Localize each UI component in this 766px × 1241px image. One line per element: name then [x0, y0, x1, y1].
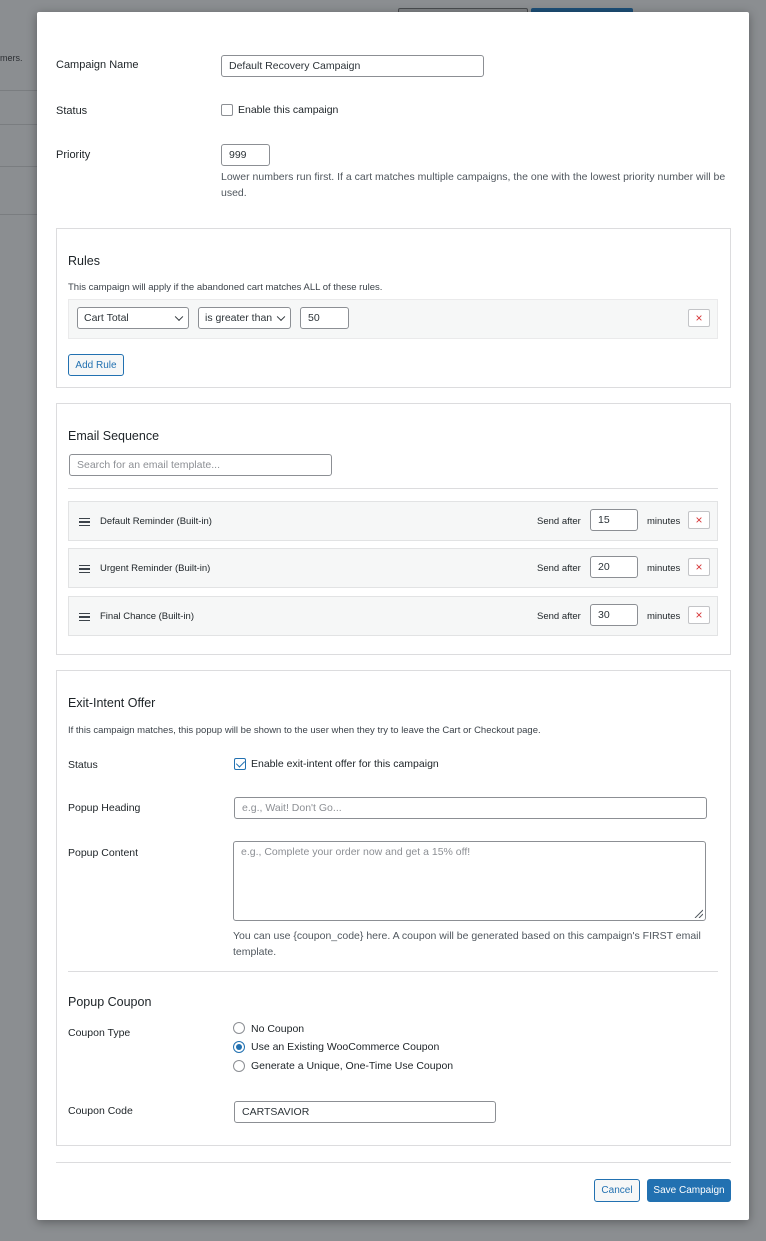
send-after-label: Send after — [537, 611, 581, 622]
enable-campaign-label[interactable]: Enable this campaign — [238, 104, 339, 116]
email-template-name: Default Reminder (Built-in) — [100, 516, 212, 527]
save-campaign-button[interactable]: Save Campaign — [647, 1179, 731, 1202]
campaign-status-label: Status — [56, 105, 88, 117]
popup-content-help-text: You can use {coupon_code} here. A coupon will be generated based on this campaign's FIRST email template. — [233, 930, 701, 958]
priority-input[interactable]: 999 — [221, 144, 270, 166]
background-divider — [0, 90, 37, 91]
rule-row — [68, 299, 718, 339]
coupon-code-input[interactable]: CARTSAVIOR — [234, 1101, 496, 1123]
close-icon: × — [695, 311, 703, 325]
drag-handle-icon[interactable] — [79, 613, 90, 621]
cancel-button[interactable]: Cancel — [594, 1179, 640, 1202]
send-after-input[interactable]: 15 — [590, 509, 638, 531]
coupon-type-label: Coupon Type — [68, 1027, 131, 1039]
minutes-label: minutes — [647, 563, 681, 574]
resize-handle-icon[interactable] — [693, 908, 703, 918]
send-after-label: Send after — [537, 563, 581, 574]
divider — [68, 488, 718, 489]
popup-heading-input[interactable]: e.g., Wait! Don't Go... — [234, 797, 707, 819]
enable-exit-intent-label[interactable]: Enable exit-intent offer for this campaign — [251, 758, 439, 770]
coupon-type-radio-existing[interactable] — [233, 1041, 245, 1053]
exit-intent-title: Exit-Intent Offer — [68, 696, 156, 710]
popup-content-textarea[interactable] — [233, 841, 706, 921]
rule-value-input[interactable]: 50 — [300, 307, 349, 329]
email-template-search-input[interactable]: Search for an email template... — [69, 454, 332, 476]
send-after-label: Send after — [537, 516, 581, 527]
priority-help-text: Lower numbers run first. If a cart matches multiple campaigns, the one with the lowest priority number will be used. — [221, 171, 726, 199]
campaign-name-label: Campaign Name — [56, 59, 139, 71]
close-icon: × — [695, 608, 703, 622]
background-divider — [0, 166, 37, 167]
enable-campaign-checkbox[interactable] — [221, 104, 233, 116]
email-sequence-item — [68, 501, 718, 541]
rule-operator-select[interactable] — [198, 307, 291, 329]
add-rule-button[interactable]: Add Rule — [68, 354, 124, 376]
send-after-input[interactable]: 20 — [590, 556, 638, 578]
delete-email-button[interactable] — [688, 606, 710, 624]
rules-panel — [56, 228, 731, 388]
delete-rule-button[interactable] — [688, 309, 710, 327]
delete-email-button[interactable] — [688, 511, 710, 529]
popup-heading-label: Popup Heading — [68, 802, 141, 814]
coupon-type-option-label[interactable]: Generate a Unique, One-Time Use Coupon — [251, 1060, 454, 1072]
exit-intent-description: If this campaign matches, this popup will be shown to the user when they try to leave the Cart or Checkout page. — [68, 725, 541, 736]
send-after-input[interactable]: 30 — [590, 604, 638, 626]
rule-field-select[interactable] — [77, 307, 189, 329]
email-template-name: Final Chance (Built-in) — [100, 611, 194, 622]
email-template-name: Urgent Reminder (Built-in) — [100, 563, 211, 574]
drag-handle-icon[interactable] — [79, 565, 90, 573]
delete-email-button[interactable] — [688, 558, 710, 576]
campaign-name-input[interactable]: Default Recovery Campaign — [221, 55, 484, 77]
chevron-down-icon — [277, 313, 285, 321]
chevron-down-icon — [175, 313, 183, 321]
background-text: mers. — [0, 53, 23, 63]
coupon-type-radio-generate[interactable] — [233, 1060, 245, 1072]
divider — [68, 971, 718, 972]
rule-field-value: Cart Total — [84, 312, 129, 324]
rule-operator-value: is greater than — [205, 312, 273, 324]
minutes-label: minutes — [647, 516, 681, 527]
enable-exit-intent-checkbox[interactable] — [234, 758, 246, 770]
rules-description: This campaign will apply if the abandoned cart matches ALL of these rules. — [68, 282, 383, 293]
coupon-type-option-label[interactable]: Use an Existing WooCommerce Coupon — [251, 1041, 440, 1053]
email-sequence-title: Email Sequence — [68, 429, 160, 443]
coupon-code-label: Coupon Code — [68, 1105, 133, 1117]
coupon-type-option-label[interactable]: No Coupon — [251, 1023, 305, 1035]
close-icon: × — [695, 560, 703, 574]
drag-handle-icon[interactable] — [79, 518, 90, 526]
email-sequence-item — [68, 548, 718, 588]
campaign-editor-modal — [37, 12, 749, 1220]
background-divider — [0, 124, 37, 125]
close-icon: × — [695, 513, 703, 527]
popup-content-placeholder: e.g., Complete your order now and get a 15% off! — [241, 846, 471, 858]
minutes-label: minutes — [647, 611, 681, 622]
popup-coupon-title: Popup Coupon — [68, 995, 152, 1009]
exit-intent-panel — [56, 670, 731, 1146]
priority-label: Priority — [56, 149, 91, 161]
coupon-type-radio-none[interactable] — [233, 1022, 245, 1034]
popup-content-label: Popup Content — [68, 847, 139, 859]
rules-title: Rules — [68, 254, 100, 268]
exit-intent-status-label: Status — [68, 759, 98, 771]
email-sequence-item — [68, 596, 718, 636]
background-divider — [0, 214, 37, 215]
footer-divider — [56, 1162, 731, 1163]
email-sequence-panel — [56, 403, 731, 655]
